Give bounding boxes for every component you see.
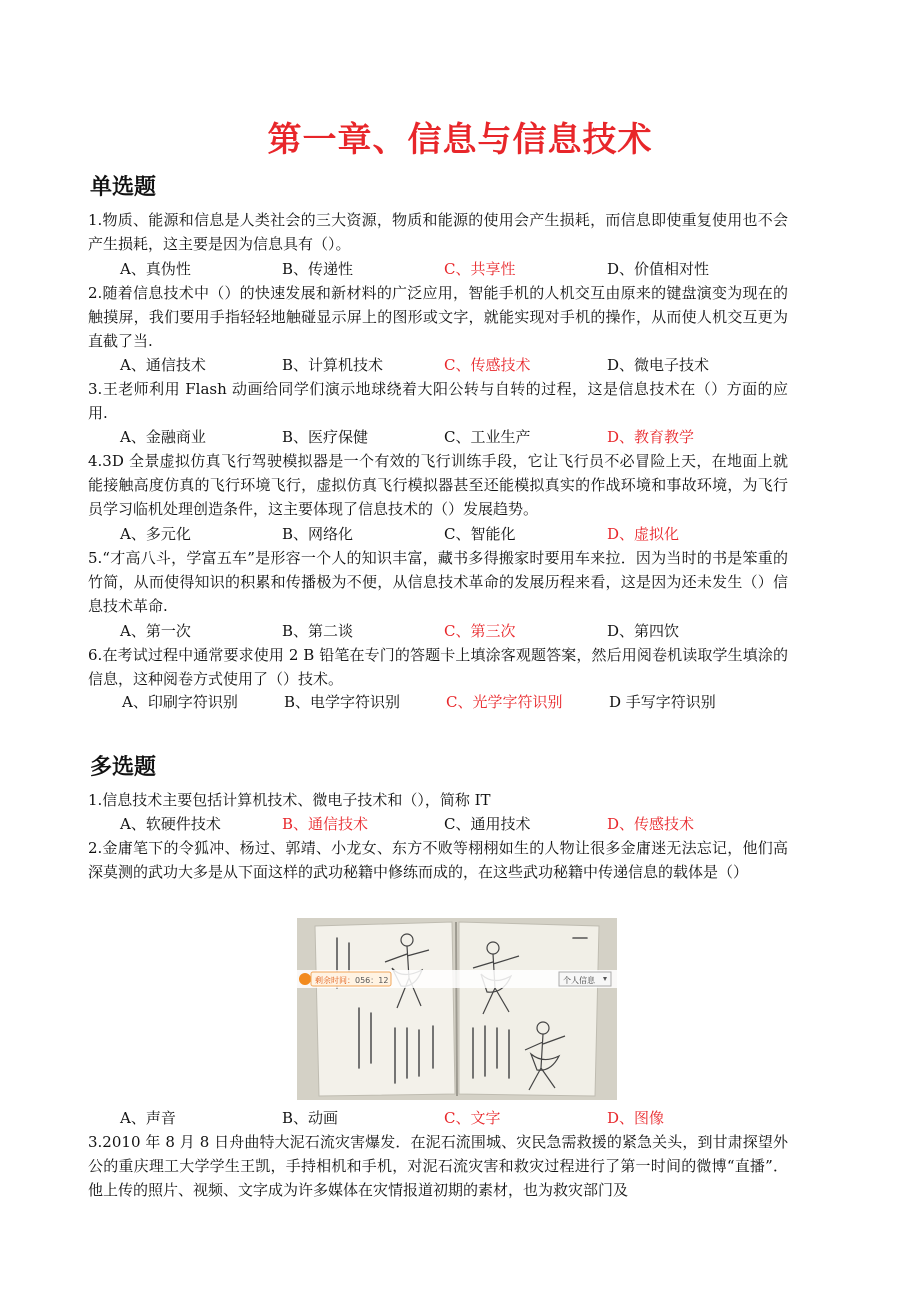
question-text: 1.信息技术主要包括计算机技术、微电子技术和（），简称 IT <box>88 791 491 809</box>
options-row <box>120 522 760 546</box>
option-b: B、传递性 <box>282 260 354 278</box>
options-row <box>120 353 760 377</box>
martial-arts-manual-photo <box>297 918 617 1100</box>
option-d: D 手写字符识别 <box>609 693 716 711</box>
option-a: A、软硬件技术 <box>120 815 221 833</box>
question-text: 4.3D 全景虚拟仿真飞行驾驶模拟器是一个有效的飞行训练手段，它让飞行员不必冒险上天，在地面上就能接触高度仿真的飞行环境飞行，虚拟仿真飞行模拟器甚至还能模拟真实的作战环境和事故环境，为飞行员学习临机处理创造条件，这主要体现了信息技术的（）发展趋势。 <box>88 452 788 518</box>
options-row <box>120 425 760 449</box>
option-b: B、电学字符识别 <box>284 693 401 711</box>
question-text: 2.随着信息技术中（）的快速发展和新材料的广泛应用，智能手机的人机交互由原来的键盘演变为现在的触摸屏，我们要用手指轻轻地触碰显示屏上的图形或文字，就能实现对手机的操作，从而使人机交互更为直截了当. <box>88 284 788 350</box>
option-b: B、医疗保健 <box>282 428 369 446</box>
option-b: B、计算机技术 <box>282 356 384 374</box>
question-text: 6.在考试过程中通常要求使用 2 B 铅笔在专门的答题卡上填涂客观题答案，然后用阅卷机读取学生填涂的信息，这种阅卷方式使用了（）技术。 <box>88 646 788 688</box>
option-c: C、光学字符识别 <box>446 693 563 711</box>
option-a: A、第一次 <box>120 622 191 640</box>
option-c: C、共享性 <box>444 260 516 278</box>
option-d: D、第四饮 <box>607 622 680 640</box>
option-d: D、教育教学 <box>607 428 695 446</box>
option-b: B、通信技术 <box>282 815 369 833</box>
timer-label: 剩余时间： <box>315 976 355 985</box>
question-text: 5.“才高八斗，学富五车”是形容一个人的知识丰富，藏书多得搬家时要用车来拉．因为当时的书是笨重的竹简，从而使得知识的积累和传播极为不便，从信息技术革命的发展历程来看，这是因为还未发生（）信息技术革命. <box>88 549 788 615</box>
options-row <box>120 1106 760 1130</box>
question-text: 2.金庸笔下的令狐冲、杨过、郭靖、小龙女、东方不败等栩栩如生的人物让很多金庸迷无法忘记，他们高深莫测的武功大多是从下面这样的武功秘籍中修练而成的，在这些武功秘籍中传递信息的载体是（） <box>88 839 788 881</box>
options-row <box>122 690 762 714</box>
option-d: D、虚拟化 <box>607 525 680 543</box>
option-b: B、动画 <box>282 1109 339 1127</box>
option-d: D、图像 <box>607 1109 665 1127</box>
section-heading-single: 单选题 <box>90 175 157 200</box>
option-a: A、通信技术 <box>120 356 206 374</box>
option-b: B、网络化 <box>282 525 354 543</box>
question-text: 1.物质、能源和信息是人类社会的三大资源，物质和能源的使用会产生损耗，而信息即使重复使用也不会产生损耗，这主要是因为信息具有（）。 <box>88 211 788 253</box>
option-c: C、文字 <box>444 1109 501 1127</box>
timer-value: 056：12 <box>355 976 389 985</box>
question-text: 3.2010 年 8 月 8 日舟曲特大泥石流灾害爆发．在泥石流围城、灾民急需救援的紧急关头，到甘肃探望外公的重庆理工大学学生王凯，手持相机和手机，对泥石流灾害和救灾过程进行了第一时间的微博“直播”．他上传的照片、视频、文字成为许多媒体在灾情报道初期的素材，也为救灾部门及 <box>88 1133 788 1199</box>
option-a: A、多元化 <box>120 525 191 543</box>
option-c: C、智能化 <box>444 525 516 543</box>
option-d: D、传感技术 <box>607 815 695 833</box>
option-c: C、工业生产 <box>444 428 531 446</box>
option-c: C、通用技术 <box>444 815 531 833</box>
section-heading-multi: 多选题 <box>90 755 157 780</box>
question-text: 3.王老师利用 Flash 动画给同学们演示地球绕着大阳公转与自转的过程，这是信息技术在（）方面的应用. <box>88 380 788 422</box>
options-row <box>120 619 760 643</box>
option-d: D、微电子技术 <box>607 356 710 374</box>
options-row <box>120 257 760 281</box>
option-b: B、第二谈 <box>282 622 354 640</box>
page-title: 第一章、信息与信息技术 <box>267 120 653 160</box>
option-a: A、金融商业 <box>120 428 206 446</box>
option-c: C、传感技术 <box>444 356 531 374</box>
option-d: D、价值相对性 <box>607 260 710 278</box>
option-a: A、真伪性 <box>120 260 191 278</box>
options-row <box>120 812 760 836</box>
manual-illustration <box>297 918 617 1100</box>
dropdown-label: 个人信息 <box>563 976 595 985</box>
option-a: A、印刷字符识别 <box>122 693 238 711</box>
option-c: C、第三次 <box>444 622 516 640</box>
option-a: A、声音 <box>120 1109 176 1127</box>
